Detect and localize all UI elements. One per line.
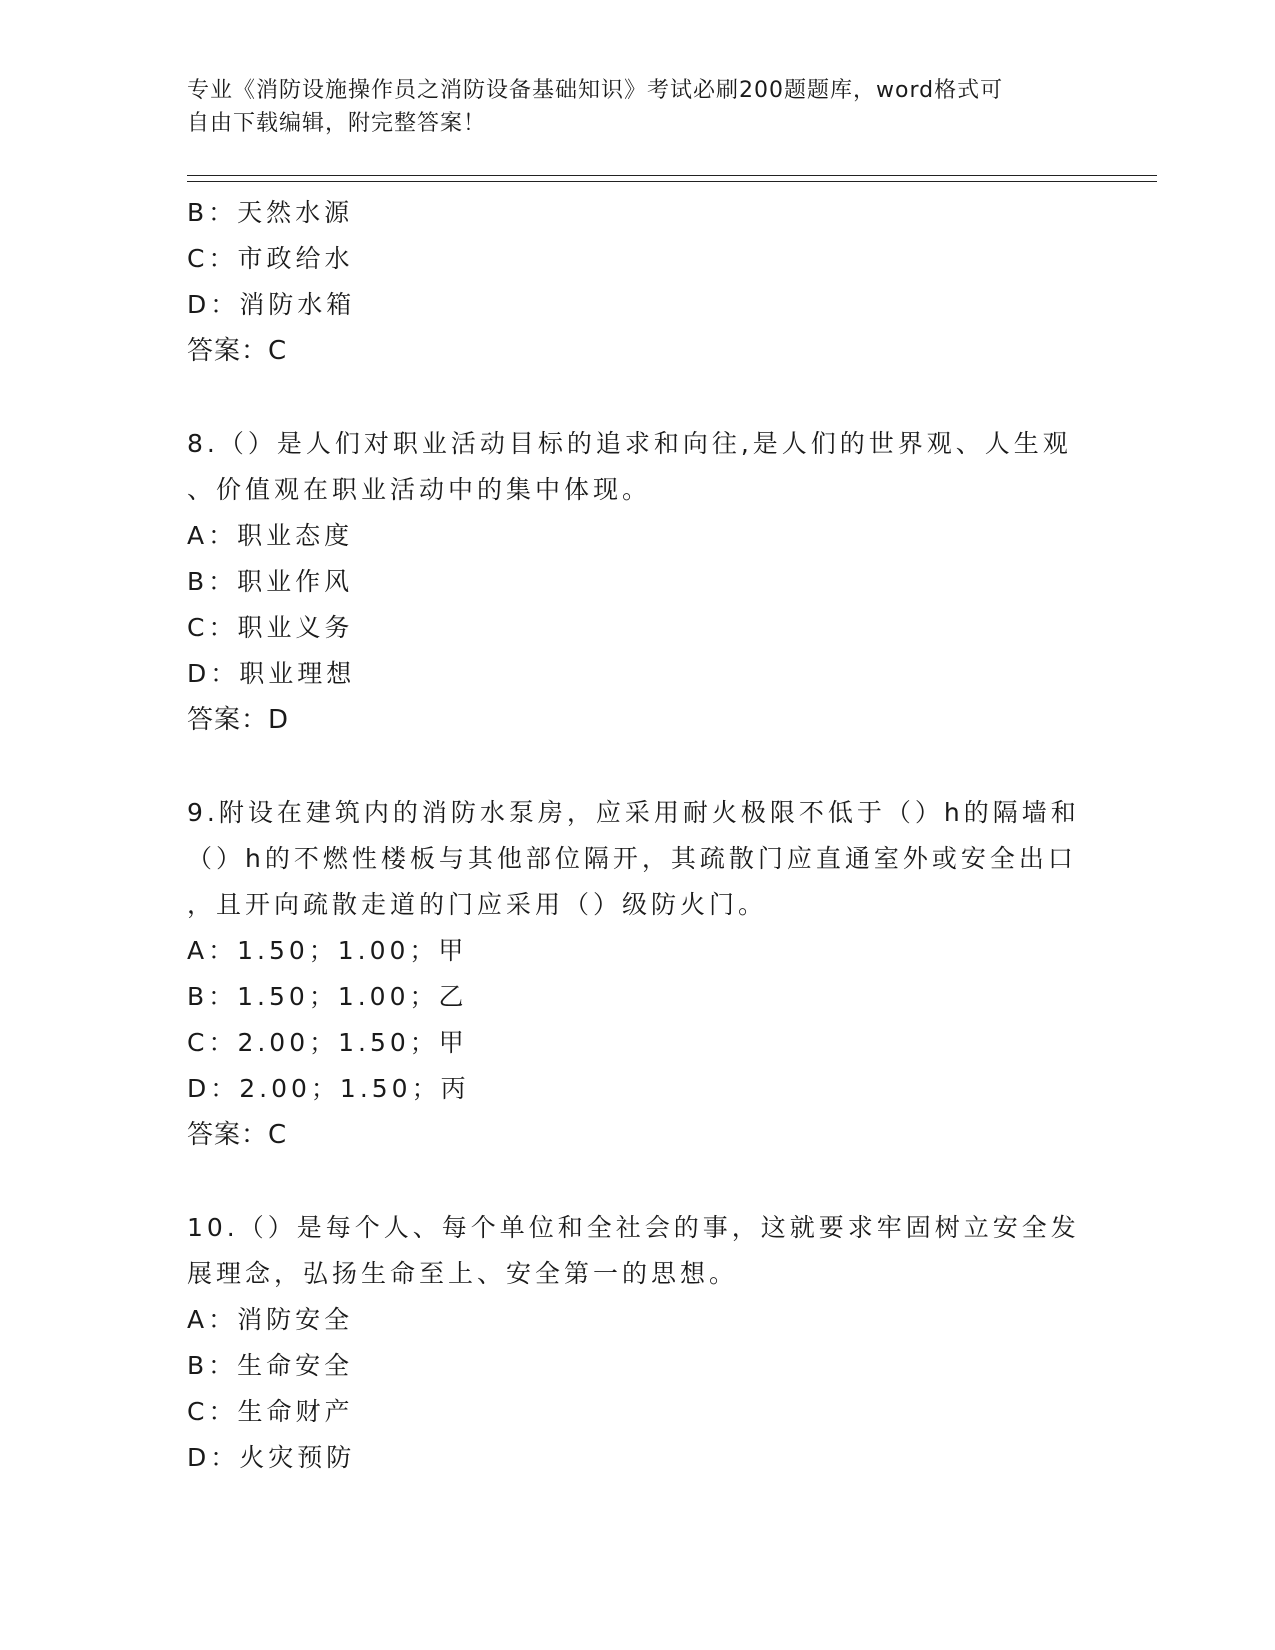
question-text-line: （）h的不燃性楼板与其他部位隔开，其疏散门应直通室外或安全出口 — [187, 844, 1077, 873]
answer-line — [187, 1112, 1107, 1158]
option-b: B：生命安全 — [187, 1351, 354, 1380]
question-text-line: 10.（）是每个人、每个单位和全社会的事，这就要求牢固树立安全发 — [187, 1213, 1080, 1242]
option-c: C：职业义务 — [187, 613, 354, 642]
document-body — [187, 190, 1107, 1481]
question-text-line: 展理念，弘扬生命至上、安全第一的思想。 — [187, 1259, 739, 1288]
answer-label: 答案： — [187, 1120, 269, 1150]
option-d: D：2.00；1.50；丙 — [187, 1074, 470, 1103]
answer-label: 答案： — [187, 336, 269, 366]
question-text-line: ，且开向疏散走道的门应采用（）级防火门。 — [187, 890, 768, 919]
question-10-block — [187, 1205, 1107, 1481]
option-b: B：天然水源 — [187, 198, 354, 227]
header-divider-top — [187, 175, 1157, 176]
option-c: C：市政给水 — [187, 244, 354, 273]
answer-line — [187, 328, 1107, 374]
document-header — [187, 74, 1067, 140]
option-d: D：消防水箱 — [187, 290, 356, 319]
option-c: C：生命财产 — [187, 1397, 354, 1426]
question-text-line: 8.（）是人们对职业活动目标的追求和向往,是人们的世界观、人生观 — [187, 429, 1072, 458]
question-8-block — [187, 421, 1107, 743]
option-b: B：职业作风 — [187, 567, 354, 596]
answer-label: 答案： — [187, 705, 269, 735]
answer-value: C — [268, 1120, 289, 1150]
option-d: D：火灾预防 — [187, 1443, 356, 1472]
option-a: A：1.50；1.00；甲 — [187, 936, 468, 965]
question-9-block — [187, 790, 1107, 1158]
header-line-2: 自由下载编辑，附完整答案！ — [187, 111, 487, 136]
option-d: D：职业理想 — [187, 659, 356, 688]
answer-line — [187, 697, 1107, 743]
option-c: C：2.00；1.50；甲 — [187, 1028, 468, 1057]
header-divider-bottom — [187, 181, 1157, 182]
answer-value: C — [268, 336, 289, 366]
question-text-line: 、价值观在职业活动中的集中体现。 — [187, 475, 652, 504]
question-7-block — [187, 190, 1107, 374]
question-text-line: 9.附设在建筑内的消防水泵房，应采用耐火极限不低于（）h的隔墙和 — [187, 798, 1080, 827]
option-b: B：1.50；1.00；乙 — [187, 982, 468, 1011]
option-a: A：消防安全 — [187, 1305, 354, 1334]
header-line-1: 专业《消防设施操作员之消防设备基础知识》考试必刷200题题库，word格式可 — [187, 78, 1004, 103]
option-a: A：职业态度 — [187, 521, 354, 550]
answer-value: D — [268, 705, 291, 735]
